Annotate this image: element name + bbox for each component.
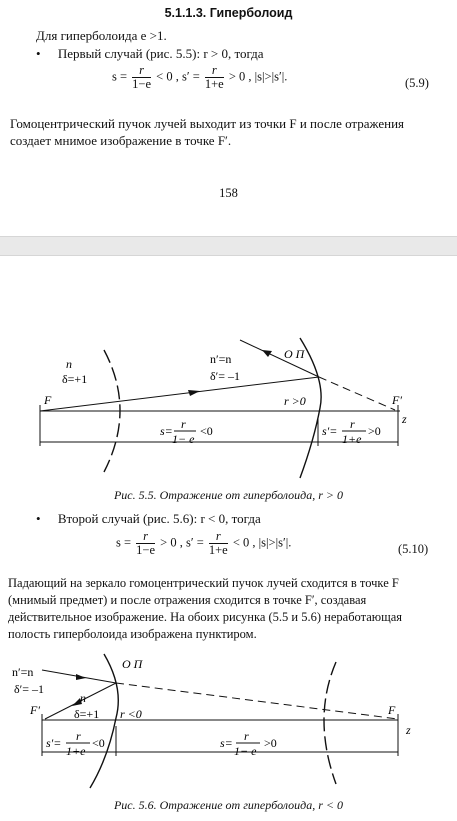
eq510-number: (5.10) <box>398 542 429 556</box>
figure-5-5 <box>0 330 457 490</box>
eq510-abs: |s|>|s′|. <box>258 535 292 550</box>
fig56-s-num: r <box>244 729 249 743</box>
fig55-sp-lhs: s′= <box>322 424 338 438</box>
paragraph-1: Гомоцентрический пучок лучей выходит из точки F и после отражения создает мнимое изображение в точке F′. <box>10 116 405 148</box>
fig56-F-label: F <box>388 703 396 717</box>
fig56-caption: Рис. 5.6. Отражение от гиперболоида, r < 0 <box>113 798 344 812</box>
fig56-n-prime-label: n′=n <box>12 665 34 679</box>
eq59-sp-rel: > 0 , <box>228 69 252 84</box>
case1-bullet: • <box>36 46 41 61</box>
eq510-s-frac: $\frac{r}{1-e}$ <box>136 529 156 557</box>
fig56-delta-label: δ=+1 <box>74 707 100 721</box>
fig56-right-hyperbola-branch <box>324 662 336 784</box>
equation-5-10 <box>116 530 291 557</box>
fig56-sp-lhs: s′= <box>46 736 62 750</box>
fig55-F-prime-label: F′ <box>392 393 402 407</box>
fig55-sp-num: r <box>350 417 355 431</box>
case1-line <box>36 45 264 62</box>
fig55-delta-label: δ=+1 <box>62 372 88 386</box>
eq510-sp-lhs: s′ = <box>185 535 204 550</box>
fig55-incident-arrow <box>188 390 200 396</box>
fig56-sp-num: r <box>76 729 81 743</box>
eq510-sp-frac: $\frac{r}{1+e}$ <box>208 529 228 557</box>
fig55-s-rel: <0 <box>200 424 213 438</box>
case2-line <box>36 510 261 527</box>
fig56-mirror-surface <box>90 654 118 788</box>
fig55-z-label: z <box>402 412 407 426</box>
page-number: 158 <box>219 186 238 200</box>
fig55-s-num: r <box>181 417 186 431</box>
fig56-delta-prime-label: δ′= –1 <box>14 682 45 696</box>
fig55-delta-prime-label: δ′= –1 <box>210 369 241 383</box>
fig55-sp-den: 1+e <box>342 432 362 446</box>
fig56-F-prime-label: F′ <box>30 703 40 717</box>
eq59-s-rel: < 0 , <box>156 69 179 84</box>
eq59-s-frac: $\frac{r}{1-e}$ <box>132 63 152 91</box>
fig55-s-lhs: s= <box>160 424 173 438</box>
eq510-s-rel: > 0 , <box>160 535 183 550</box>
fig56-r-label: r <0 <box>120 707 142 721</box>
fig56-s-rel: >0 <box>264 736 277 750</box>
fig56-op-label: О П <box>122 657 143 671</box>
case1-text: Первый случай (рис. 5.5): r > 0, тогда <box>57 46 264 61</box>
section-title: 5.1.1.3. Гиперболоид <box>164 6 293 20</box>
fig56-z-label: z <box>406 723 411 737</box>
fig56-s-lhs: s= <box>220 736 233 750</box>
eq59-s-lhs: s = <box>112 69 128 84</box>
page-divider <box>0 236 457 256</box>
fig55-r-label: r >0 <box>284 394 306 408</box>
fig55-n-label: n <box>66 357 72 371</box>
fig55-op-label: О П <box>284 347 305 361</box>
case2-text: Второй случай (рис. 5.6): r < 0, тогда <box>57 511 261 526</box>
fig56-sp-den: 1+e <box>66 744 86 758</box>
fig55-s-den: 1− e <box>172 432 195 446</box>
fig55-reflected-arrow <box>262 350 272 357</box>
fig55-n-prime-label: n′=n <box>210 352 232 366</box>
fig56-n-label: n <box>80 691 86 705</box>
paragraph-2: Падающий на зеркало гомоцентрический пучок лучей сходится в точке F (мнимый предмет) и после отражения сходится в точке F′, создавая действительное изображение. На обоих рисунка (5.5 и 5.6) неработающая полость гиперболоида изображена пунктиром. <box>8 576 403 641</box>
fig55-F-label: F <box>44 393 52 407</box>
eq510-sp-rel: < 0 , <box>232 535 256 550</box>
eq510-s-lhs: s = <box>116 535 132 550</box>
fig55-caption: Рис. 5.5. Отражение от гиперболоида, r > 0 <box>113 488 344 502</box>
case2-bullet: • <box>36 511 41 526</box>
eq59-sp-frac: $\frac{r}{1+e}$ <box>204 63 224 91</box>
figure-5-6 <box>0 648 457 796</box>
fig56-sp-rel: <0 <box>92 736 105 750</box>
fig55-sp-rel: >0 <box>368 424 381 438</box>
fig56-s-den: 1− e <box>234 744 257 758</box>
intro-text: Для гиперболоида e >1. <box>36 28 167 43</box>
equation-5-9 <box>112 64 287 91</box>
eq59-sp-lhs: s′ = <box>181 69 200 84</box>
fig55-reflected-ray <box>240 340 319 377</box>
fig56-virtual-ray <box>116 683 398 719</box>
eq59-number: (5.9) <box>405 76 429 90</box>
fig55-virtual-ray <box>319 377 395 410</box>
eq59-abs: |s|>|s′|. <box>254 69 288 84</box>
